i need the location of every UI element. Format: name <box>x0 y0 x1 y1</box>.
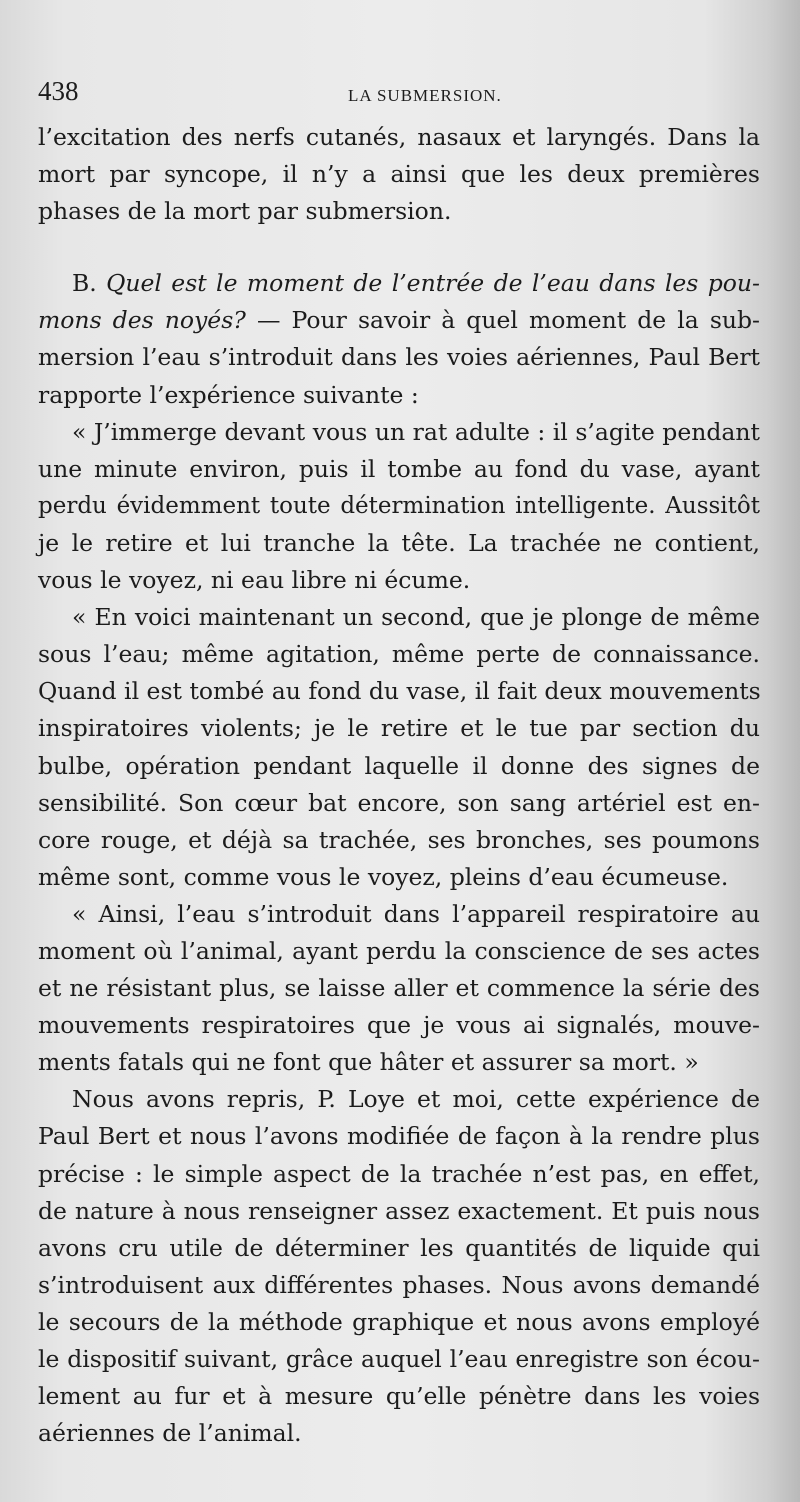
text-line: de nature à nous renseigner assez exactement. Et puis nous <box>38 1196 760 1225</box>
body-text <box>38 119 760 1452</box>
quote-line: bulbe, opération pendant laquelle il donne des signes de <box>38 751 760 780</box>
text-fragment: — Pour savoir à quel moment de la sub- <box>256 306 760 335</box>
page-number: 438 <box>38 76 79 106</box>
text-line: le secours de la méthode graphique et nous avons employé <box>38 1307 760 1336</box>
quote-line: sensibilité. Son cœur bat encore, son sang artériel est en- <box>38 788 760 817</box>
quote-line: mouvements respiratoires que je vous ai signalés, mouve- <box>38 1011 760 1040</box>
section-question: Quel est le moment de l’entrée de l’eau dans les pou- <box>106 269 760 298</box>
quote-line: sous l’eau; même agitation, même perte de connaissance. <box>38 640 760 669</box>
text-line: mersion l’eau s’introduit dans les voies aériennes, Paul Bert <box>38 343 760 372</box>
text-line: Nous avons repris, P. Loye et moi, cette expérience de <box>72 1085 760 1114</box>
quote-line: ments fatals qui ne font que hâter et assurer sa mort. » <box>38 1048 699 1077</box>
text-line: s’introduisent aux différentes phases. Nous avons demandé <box>38 1270 760 1299</box>
text-line: l’excitation des nerfs cutanés, nasaux et laryngés. Dans la <box>38 123 760 151</box>
page-header <box>38 76 758 116</box>
text-line: le dispositif suivant, grâce auquel l’eau enregistre son écou- <box>38 1345 760 1373</box>
quote-line: moment où l’animal, ayant perdu la conscience de ses actes <box>38 936 760 965</box>
quote-line: et ne résistant plus, se laisse aller et commence la série des <box>38 974 760 1003</box>
section-letter: B. <box>72 269 97 298</box>
section-gap <box>38 230 760 265</box>
text-line: mort par syncope, il n’y a ainsi que les deux premières <box>38 160 760 189</box>
quote-line: perdu évidemment toute détermination intelligente. Aussitôt <box>38 492 760 519</box>
text-line: avons cru utile de déterminer les quantités de liquide qui <box>38 1233 760 1262</box>
quote-line: « Ainsi, l’eau s’introduit dans l’appareil respiratoire au <box>72 899 760 928</box>
text-line: phases de la mort par submersion. <box>38 197 452 226</box>
quote-line: une minute environ, puis il tombe au fond du vase, ayant <box>38 454 760 483</box>
text-line <box>38 302 760 339</box>
quote-line: core rouge, et déjà sa trachée, ses bronches, ses poumons <box>38 825 760 854</box>
quote-line: « En voici maintenant un second, que je plonge de même <box>72 603 760 632</box>
quote-line: « J’immerge devant vous un rat adulte : il s’agite pendant <box>72 417 760 446</box>
quote-line: je le retire et lui tranche la tête. La trachée ne contient, <box>38 528 760 557</box>
text-line: lement au fur et à mesure qu’elle pénètre dans les voies <box>38 1382 760 1411</box>
quote-line: inspiratoires violents; je le retire et le tue par section du <box>38 714 760 743</box>
section-heading-line <box>38 265 760 302</box>
running-head: LA SUBMERSION. <box>348 86 502 105</box>
text-line: rapporte l’expérience suivante : <box>38 380 419 409</box>
text-line: Paul Bert et nous l’avons modifiée de façon à la rendre plus <box>38 1122 760 1151</box>
quote-line: même sont, comme vous le voyez, pleins d’eau écumeuse. <box>38 862 729 891</box>
text-line: aériennes de l’animal. <box>38 1419 302 1448</box>
text-line: précise : le simple aspect de la trachée n’est pas, en effet, <box>38 1159 760 1188</box>
quote-line: vous le voyez, ni eau libre ni écume. <box>38 566 471 595</box>
quote-line: Quand il est tombé au fond du vase, il fait deux mouvements <box>38 677 761 706</box>
section-question-end: mons des noyés? <box>38 306 246 335</box>
